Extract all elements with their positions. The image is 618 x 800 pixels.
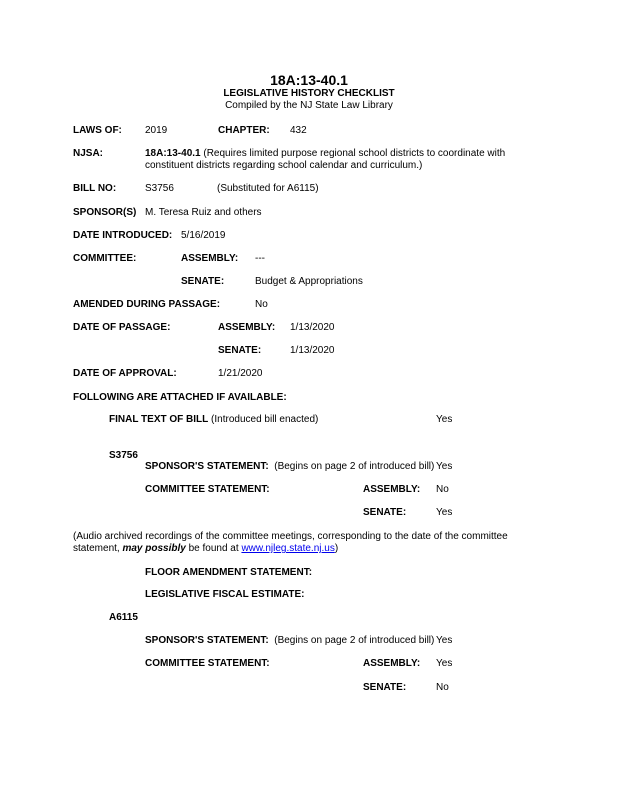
approval-label: DATE OF APPROVAL: [73, 368, 177, 379]
passage-assembly-label: ASSEMBLY: [218, 322, 276, 333]
njsa-cite: 18A:13-40.1 [145, 148, 201, 159]
date-introduced-value: 5/16/2019 [181, 230, 226, 241]
a6115-senate-label: SENATE: [363, 682, 407, 693]
s3756-sponsor-value: Yes [436, 461, 453, 472]
audio-note-emphasis: may possibly [122, 543, 186, 554]
committee-senate-value: Budget & Appropriations [255, 276, 363, 287]
s3756-assembly-value: No [436, 484, 449, 495]
a6115-heading: A6115 [109, 612, 138, 623]
a6115-assembly-label: ASSEMBLY: [363, 658, 421, 669]
committee-assembly-label: ASSEMBLY: [181, 253, 239, 264]
final-text-value: Yes [436, 414, 453, 425]
a6115-senate-value: No [436, 682, 449, 693]
checklist-subtitle: LEGISLATIVE HISTORY CHECKLIST [223, 88, 395, 99]
njleg-link[interactable]: www.njleg.state.nj.us [241, 543, 335, 554]
a6115-committee-label: COMMITTEE STATEMENT: [145, 658, 270, 669]
sponsors-label: SPONSOR(S) [73, 207, 137, 218]
njsa-label: NJSA: [73, 148, 104, 159]
final-text-note: (Introduced bill enacted) [211, 414, 319, 425]
committee-senate-label: SENATE: [181, 276, 225, 287]
approval-value: 1/21/2020 [218, 368, 263, 379]
audio-note-text-2: be found at [185, 543, 242, 554]
njsa-text [145, 148, 515, 172]
passage-senate-label: SENATE: [218, 345, 262, 356]
committee-assembly-value: --- [255, 253, 265, 264]
s3756-senate-label: SENATE: [363, 507, 407, 518]
bill-no-substitute-note: (Substituted for A6115) [217, 183, 319, 194]
s3756-heading: S3756 [109, 450, 138, 461]
amended-value: No [255, 299, 268, 310]
final-text-label: FINAL TEXT OF BILL [109, 414, 209, 425]
passage-senate-value: 1/13/2020 [290, 345, 335, 356]
a6115-sponsor-row [145, 635, 434, 647]
s3756-committee-label: COMMITTEE STATEMENT: [145, 484, 270, 495]
committee-label: COMMITTEE: [73, 253, 137, 264]
njsa-description: (Requires limited purpose regional school districts to coordinate with constituent districts regarding school calendar and curriculum.) [145, 148, 506, 171]
chapter-label: CHAPTER: [218, 125, 270, 136]
laws-of-value: 2019 [145, 125, 168, 136]
laws-of-label: LAWS OF: [73, 125, 122, 136]
chapter-value: 432 [290, 125, 307, 136]
s3756-assembly-label: ASSEMBLY: [363, 484, 421, 495]
date-introduced-label: DATE INTRODUCED: [73, 230, 173, 241]
sponsors-value: M. Teresa Ruiz and others [145, 207, 262, 218]
floor-amendment-label: FLOOR AMENDMENT STATEMENT: [145, 567, 313, 578]
audio-note-text: (Audio archived recordings of the committee meetings, corresponding to the date of the committee statement, [73, 531, 508, 554]
s3756-sponsor-note: (Begins on page 2 of introduced bill) [274, 461, 435, 472]
audio-note-text-3: ) [334, 543, 339, 554]
attached-heading: FOLLOWING ARE ATTACHED IF AVAILABLE: [73, 392, 287, 403]
a6115-sponsor-label: SPONSOR'S STATEMENT: [145, 635, 269, 646]
a6115-sponsor-note: (Begins on page 2 of introduced bill) [274, 635, 435, 646]
a6115-sponsor-value: Yes [436, 635, 453, 646]
bill-no-label: BILL NO: [73, 183, 117, 194]
s3756-senate-value: Yes [436, 507, 453, 518]
page-title: 18A:13-40.1 [270, 72, 348, 88]
a6115-assembly-value: Yes [436, 658, 453, 669]
fiscal-estimate-label: LEGISLATIVE FISCAL ESTIMATE: [145, 589, 305, 600]
bill-no-value: S3756 [145, 183, 174, 194]
final-text-row [109, 414, 318, 426]
compiled-by: Compiled by the NJ State Law Library [225, 100, 393, 111]
s3756-sponsor-label: SPONSOR'S STATEMENT: [145, 461, 269, 472]
amended-label: AMENDED DURING PASSAGE: [73, 299, 221, 310]
s3756-sponsor-row [145, 461, 434, 473]
passage-assembly-value: 1/13/2020 [290, 322, 335, 333]
passage-label: DATE OF PASSAGE: [73, 322, 171, 333]
audio-note [73, 531, 533, 555]
